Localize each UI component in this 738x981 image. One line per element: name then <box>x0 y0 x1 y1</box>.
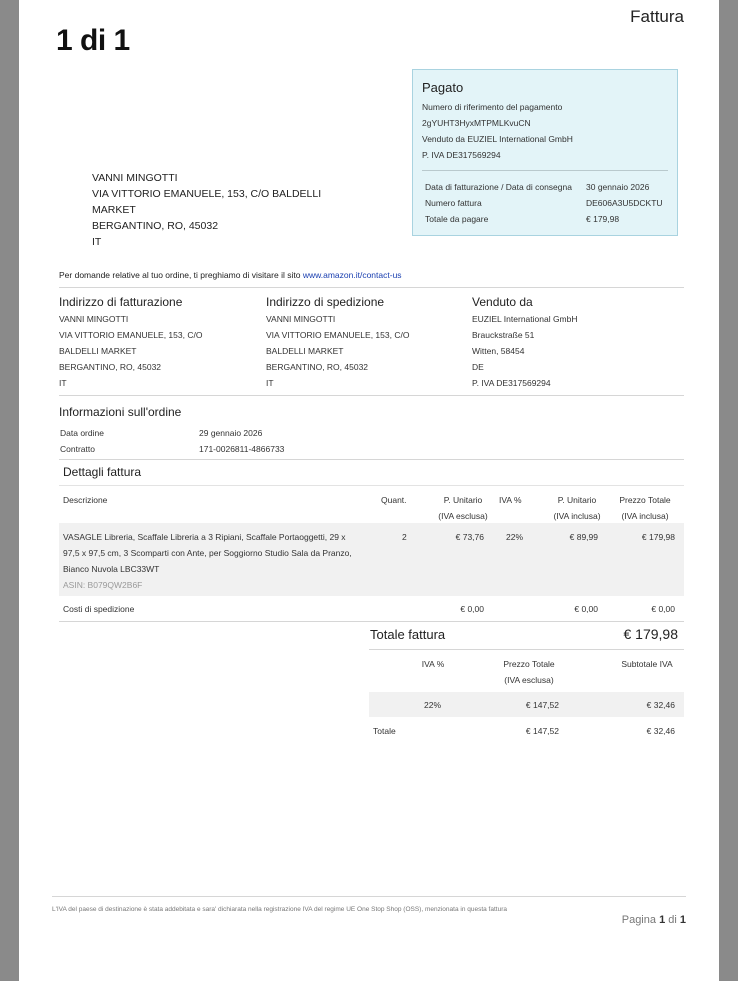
divider <box>59 395 684 396</box>
shipping-line: IT <box>266 378 274 388</box>
payment-ref-value: 2gYUHT3HyxMTPMLKvuCN <box>422 118 531 128</box>
contact-line <box>59 270 402 280</box>
divider <box>59 459 684 460</box>
page-label: Pagina <box>621 914 656 926</box>
seller-line: EUZIEL International GmbH <box>472 314 578 324</box>
shipping-unit-ex-vat: € 0,00 <box>460 604 484 614</box>
page-of: di <box>668 914 677 926</box>
col-unit-inc-vat: P. Unitario <box>557 495 597 505</box>
order-date-value: 29 gennaio 2026 <box>199 428 263 438</box>
item-unit-ex-vat: € 73,76 <box>455 532 484 542</box>
seller-line: Brauckstraße 51 <box>472 330 535 340</box>
order-info-title: Informazioni sull'ordine <box>59 405 182 419</box>
contract-label: Contratto <box>60 444 95 454</box>
payment-status: Pagato <box>422 80 464 95</box>
invoice-date-value: 30 gennaio 2026 <box>586 182 650 192</box>
seller-title: Venduto da <box>472 295 533 309</box>
vat-col-total-sub: (IVA esclusa) <box>504 675 554 685</box>
payment-ref-label: Numero di riferimento del pagamento <box>422 102 563 112</box>
billing-line: IT <box>59 378 67 388</box>
item-description-line: Bianco Nuvola LBC33WT <box>63 564 160 574</box>
col-total: Prezzo Totale <box>619 495 671 505</box>
col-total-sub: (IVA inclusa) <box>621 511 669 521</box>
billing-line: BALDELLI MARKET <box>59 346 137 356</box>
divider <box>59 287 684 288</box>
shipping-line: BERGANTINO, RO, 45032 <box>266 362 369 372</box>
col-unit-ex-vat: P. Unitario <box>443 495 483 505</box>
invoice-date-label: Data di fatturazione / Data di consegna <box>425 182 572 192</box>
recipient-country: IT <box>92 236 102 248</box>
invoice-details-title: Dettagli fattura <box>63 465 142 479</box>
vat-col-rate: IVA % <box>421 659 445 669</box>
invoice-number-label: Numero fattura <box>425 198 482 208</box>
col-unit-inc-vat-sub: (IVA inclusa) <box>553 511 601 521</box>
recipient-line: BERGANTINO, RO, 45032 <box>92 220 219 232</box>
item-description-line: 97,5 x 97,5 cm, 3 Scomparti con Ante, per Soggiorno Studio Sala da Pranzo, <box>63 548 352 558</box>
order-date-label: Data ordine <box>60 428 104 438</box>
payment-vat-id: P. IVA DE317569294 <box>422 150 501 160</box>
seller-line: DE <box>472 362 484 372</box>
shipping-unit-inc-vat: € 0,00 <box>574 604 598 614</box>
divider <box>59 621 684 622</box>
footer-note: L'IVA del paese di destinazione è stata addebitata e sara' dichiarata nella registrazione IVA del regime UE One Stop Shop (OSS), menzionata in questa fattura <box>52 906 507 913</box>
col-unit-ex-vat-sub: (IVA esclusa) <box>438 511 488 521</box>
shipping-address-title: Indirizzo di spedizione <box>266 295 385 309</box>
divider <box>369 649 684 650</box>
recipient-line: MARKET <box>92 204 136 216</box>
shipping-line: BALDELLI MARKET <box>266 346 344 356</box>
recipient-name: VANNI MINGOTTI <box>92 172 178 184</box>
item-asin: ASIN: B079QW2B6F <box>63 580 143 590</box>
invoice-page <box>19 0 719 981</box>
vat-total-label: Totale <box>373 726 396 736</box>
recipient-line: VIA VITTORIO EMANUELE, 153, C/O BALDELLI <box>92 188 322 200</box>
item-quantity: 2 <box>402 532 407 542</box>
billing-line: VANNI MINGOTTI <box>59 314 129 324</box>
footer-page-number <box>622 914 686 926</box>
divider <box>59 485 684 486</box>
vat-total-subtotal: € 32,46 <box>646 726 675 736</box>
page-total: 1 <box>679 914 686 926</box>
item-total: € 179,98 <box>641 532 675 542</box>
payment-sold-by: Venduto da EUZIEL International GmbH <box>422 134 573 144</box>
payment-summary-box <box>412 69 678 236</box>
col-quantity: Quant. <box>381 495 407 505</box>
vat-col-total: Prezzo Totale <box>503 659 555 669</box>
divider <box>422 170 668 171</box>
shipping-line: VANNI MINGOTTI <box>266 314 336 324</box>
contact-link[interactable]: www.amazon.it/contact-us <box>302 270 402 280</box>
seller-line: P. IVA DE317569294 <box>472 378 551 388</box>
item-unit-inc-vat: € 89,99 <box>569 532 598 542</box>
billing-line: BERGANTINO, RO, 45032 <box>59 362 162 372</box>
billing-line: VIA VITTORIO EMANUELE, 153, C/O <box>59 330 203 340</box>
col-vat-rate: IVA % <box>499 495 522 505</box>
invoice-total-label: Totale fattura <box>370 627 446 642</box>
page-current: 1 <box>659 914 666 926</box>
vat-col-subtotal: Subtotale IVA <box>621 659 673 669</box>
page-indicator: 1 di 1 <box>56 24 130 57</box>
col-description: Descrizione <box>63 495 108 505</box>
amount-due-label: Totale da pagare <box>425 214 489 224</box>
seller-line: Witten, 58454 <box>472 346 525 356</box>
item-vat-rate: 22% <box>506 532 524 542</box>
contact-text: Per domande relative al tuo ordine, ti preghiamo di visitare il sito <box>59 270 301 280</box>
vat-row-rate: 22% <box>424 700 442 710</box>
contract-value: 171-0026811-4866733 <box>199 444 285 454</box>
vat-total-total: € 147,52 <box>525 726 559 736</box>
amount-due-value: € 179,98 <box>586 214 620 224</box>
billing-address-title: Indirizzo di fatturazione <box>59 295 183 309</box>
invoice-number-value: DE606A3U5DCKTU <box>586 198 663 208</box>
vat-row-total: € 147,52 <box>525 700 559 710</box>
divider <box>52 896 686 897</box>
shipping-line: VIA VITTORIO EMANUELE, 153, C/O <box>266 330 410 340</box>
shipping-cost-label: Costi di spedizione <box>63 604 135 614</box>
invoice-total-value: € 179,98 <box>623 626 678 642</box>
shipping-total: € 0,00 <box>651 604 675 614</box>
vat-row-subtotal: € 32,46 <box>646 700 675 710</box>
document-title: Fattura <box>630 7 684 26</box>
item-description-line: VASAGLE Libreria, Scaffale Libreria a 3 Ripiani, Scaffale Portaoggetti, 29 x <box>63 532 346 542</box>
